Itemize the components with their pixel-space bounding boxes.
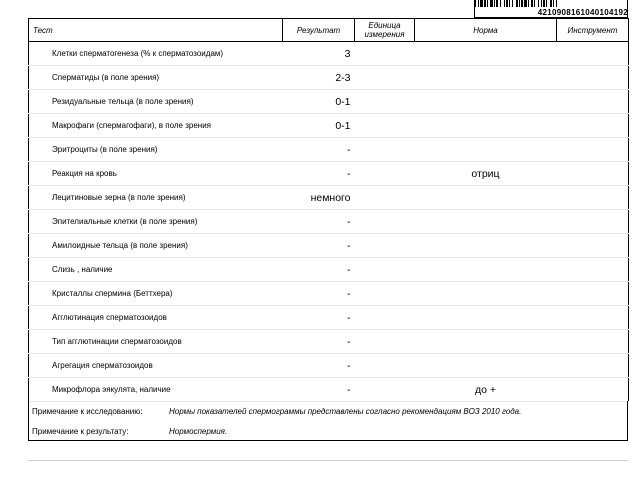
table-row <box>29 90 629 114</box>
cell-norm <box>415 282 557 306</box>
table-row <box>29 210 629 234</box>
cell-norm <box>415 258 557 282</box>
cell-instrument <box>557 258 629 282</box>
cell-unit <box>355 114 415 138</box>
cell-instrument <box>557 354 629 378</box>
cell-unit <box>355 90 415 114</box>
cell-result: - <box>283 330 355 354</box>
result-note-text: Нормоспермия. <box>169 427 228 436</box>
cell-instrument <box>557 90 629 114</box>
table-row <box>29 162 629 186</box>
cell-instrument <box>557 114 629 138</box>
cell-unit <box>355 210 415 234</box>
cell-unit <box>355 354 415 378</box>
table-row <box>29 114 629 138</box>
table-row <box>29 66 629 90</box>
cell-unit <box>355 306 415 330</box>
cell-unit <box>355 258 415 282</box>
table-row <box>29 258 629 282</box>
cell-test: Реакция на кровь <box>29 162 283 186</box>
cell-result: - <box>283 354 355 378</box>
table-row <box>29 306 629 330</box>
header-norm: Норма <box>415 19 557 42</box>
cell-instrument <box>557 42 629 66</box>
cell-norm <box>415 330 557 354</box>
cell-test: Кристаллы спермина (Беттхера) <box>29 282 283 306</box>
header-test: Тест <box>29 19 283 42</box>
cell-instrument <box>557 378 629 402</box>
cell-instrument <box>557 138 629 162</box>
cell-norm: до + <box>415 378 557 402</box>
cell-instrument <box>557 66 629 90</box>
cell-test: Сперматиды (в поле зрения) <box>29 66 283 90</box>
footer-divider <box>28 460 628 461</box>
table-row <box>29 186 629 210</box>
table-row <box>29 234 629 258</box>
cell-test: Клетки сперматогенеза (% к сперматозоидам) <box>29 42 283 66</box>
study-note-text: Нормы показателей спермограммы представлены согласно рекомендациям ВОЗ 2010 года. <box>169 407 522 416</box>
cell-instrument <box>557 234 629 258</box>
cell-unit <box>355 162 415 186</box>
cell-instrument <box>557 210 629 234</box>
table-row <box>29 330 629 354</box>
header-instrument: Инструмент <box>557 19 629 42</box>
table-row <box>29 282 629 306</box>
cell-unit <box>355 282 415 306</box>
cell-norm <box>415 66 557 90</box>
cell-result: 0-1 <box>283 114 355 138</box>
cell-norm <box>415 210 557 234</box>
barcode-image <box>474 0 628 7</box>
cell-unit <box>355 66 415 90</box>
cell-unit <box>355 234 415 258</box>
cell-instrument <box>557 162 629 186</box>
cell-result: 2-3 <box>283 66 355 90</box>
notes-section <box>28 401 628 441</box>
cell-result: немного <box>283 186 355 210</box>
cell-norm: отриц <box>415 162 557 186</box>
cell-test: Макрофаги (спермагофаги), в поле зрения <box>29 114 283 138</box>
cell-test: Эритроциты (в поле зрения) <box>29 138 283 162</box>
table-row <box>29 42 629 66</box>
cell-unit <box>355 42 415 66</box>
header-result: Результат <box>283 19 355 42</box>
cell-result: - <box>283 234 355 258</box>
cell-test: Амилоидные тельца (в поле зрения) <box>29 234 283 258</box>
cell-norm <box>415 90 557 114</box>
cell-result: 0-1 <box>283 90 355 114</box>
cell-result: 3 <box>283 42 355 66</box>
cell-result: - <box>283 162 355 186</box>
cell-norm <box>415 234 557 258</box>
cell-norm <box>415 354 557 378</box>
header-unit: Единица измерения <box>355 19 415 42</box>
cell-test: Слизь , наличие <box>29 258 283 282</box>
cell-test: Тип агглютинации сперматозоидов <box>29 330 283 354</box>
results-table <box>28 18 629 402</box>
table-header-row <box>29 19 629 42</box>
cell-test: Лецитиновые зерна (в поле зрения) <box>29 186 283 210</box>
cell-test: Микрофлора эякулята, наличие <box>29 378 283 402</box>
cell-result: - <box>283 210 355 234</box>
cell-test: Агглютинация сперматозоидов <box>29 306 283 330</box>
cell-result: - <box>283 378 355 402</box>
cell-instrument <box>557 282 629 306</box>
cell-result: - <box>283 138 355 162</box>
cell-norm <box>415 306 557 330</box>
table-row <box>29 378 629 402</box>
cell-result: - <box>283 258 355 282</box>
table-row <box>29 138 629 162</box>
cell-unit <box>355 378 415 402</box>
cell-test: Резидуальные тельца (в поле зрения) <box>29 90 283 114</box>
cell-test: Эпителиальные клетки (в поле зрения) <box>29 210 283 234</box>
cell-instrument <box>557 306 629 330</box>
cell-result: - <box>283 282 355 306</box>
result-note-label: Примечание к результату: <box>32 427 129 436</box>
barcode-number: 4210908161040104192 <box>537 8 628 17</box>
cell-instrument <box>557 330 629 354</box>
cell-unit <box>355 330 415 354</box>
cell-test: Агрегация сперматозоидов <box>29 354 283 378</box>
cell-unit <box>355 186 415 210</box>
cell-instrument <box>557 186 629 210</box>
study-note-label: Примечание к исследованию: <box>32 407 143 416</box>
table-row <box>29 354 629 378</box>
cell-unit <box>355 138 415 162</box>
cell-result: - <box>283 306 355 330</box>
cell-norm <box>415 138 557 162</box>
cell-norm <box>415 114 557 138</box>
cell-norm <box>415 186 557 210</box>
cell-norm <box>415 42 557 66</box>
